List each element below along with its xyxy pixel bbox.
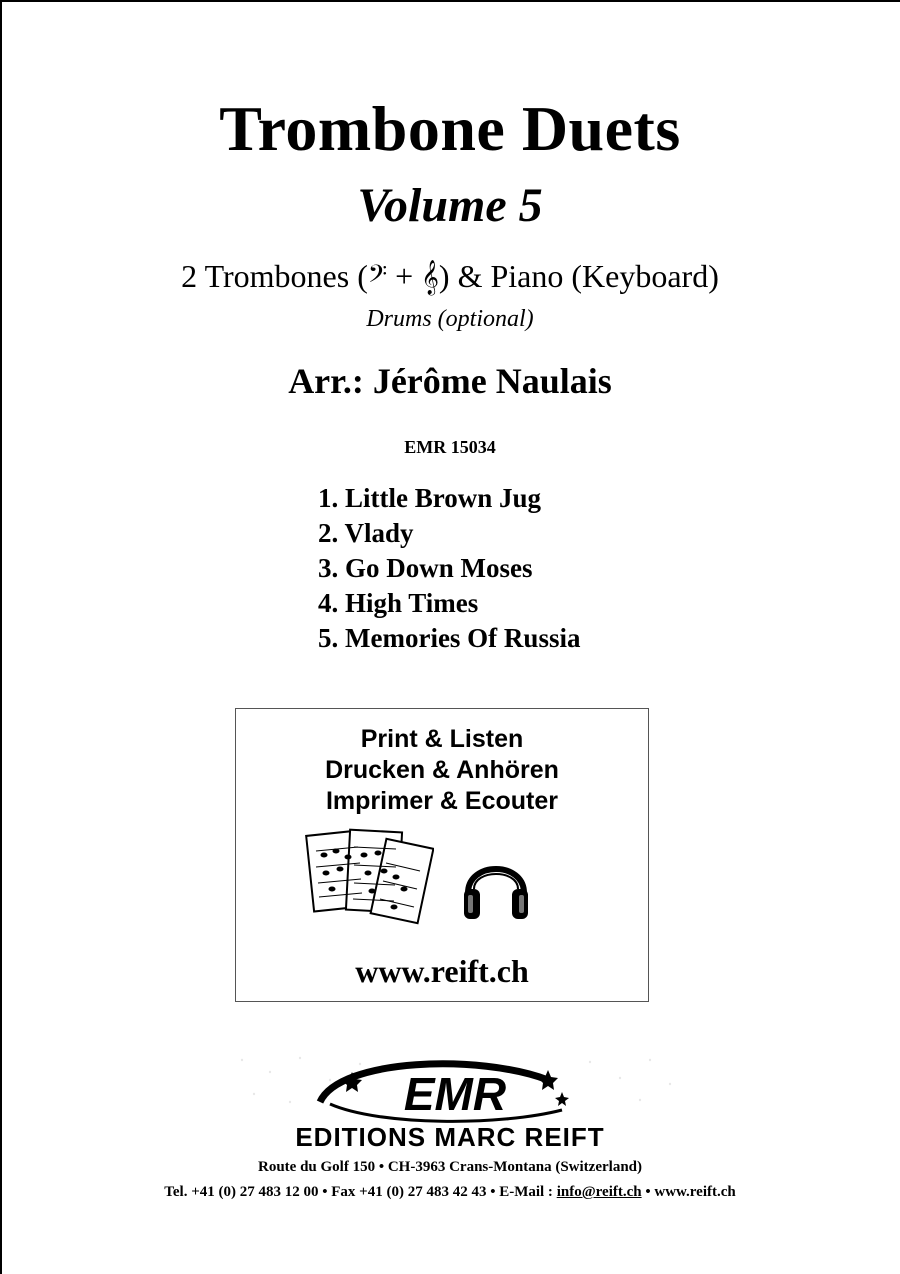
- instrumentation: [0, 258, 900, 295]
- track-item: 2. Vlady: [318, 518, 414, 548]
- title: Trombone Duets: [219, 93, 681, 164]
- top-border: [0, 0, 900, 2]
- track-item: 3. Go Down Moses: [318, 553, 533, 583]
- print-listen-box: [235, 708, 649, 1002]
- publisher-contact: [0, 1184, 900, 1201]
- treble-clef-icon: 𝄞: [421, 260, 439, 295]
- track-item: 4. High Times: [318, 588, 479, 618]
- volume-label: Volume 5: [357, 179, 543, 232]
- contact-website: • www.reift.ch: [641, 1184, 736, 1200]
- emr-logo-text: EMR: [403, 1068, 507, 1120]
- promo-line-fr: Imprimer & Ecouter: [325, 787, 558, 815]
- instrumentation-before: 2 Trombones (: [181, 258, 368, 294]
- email-link[interactable]: info@reift.ch: [556, 1184, 642, 1200]
- bass-clef-icon: 𝄢: [367, 260, 388, 295]
- sheet-music-icon: [304, 827, 434, 927]
- track-item: 5. Memories Of Russia: [318, 623, 581, 653]
- publisher-name: EDITIONS MARC REIFT: [295, 1122, 605, 1152]
- promo-line-de: Drucken & Anhören: [325, 756, 559, 784]
- promo-line-en: Print & Listen: [360, 725, 524, 753]
- drums-note: Drums (optional): [366, 306, 534, 332]
- arranger: Arr.: Jérôme Naulais: [288, 361, 612, 401]
- headphones-icon: [460, 849, 532, 925]
- track-list: [318, 481, 580, 656]
- catalog-number: EMR 15034: [404, 437, 496, 457]
- track-item: 1. Little Brown Jug: [318, 483, 542, 513]
- website-url: www.reift.ch: [355, 953, 529, 989]
- publisher-address: Route du Golf 150 • CH-3963 Crans-Montana (Switzerland): [258, 1159, 642, 1175]
- instrumentation-after: ) & Piano (Keyboard): [438, 258, 719, 294]
- contact-phone-fax: Tel. +41 (0) 27 483 12 00 • Fax +41 (0) 27 483 42 43 • E-Mail :: [164, 1184, 557, 1200]
- plus-sign: +: [387, 258, 422, 294]
